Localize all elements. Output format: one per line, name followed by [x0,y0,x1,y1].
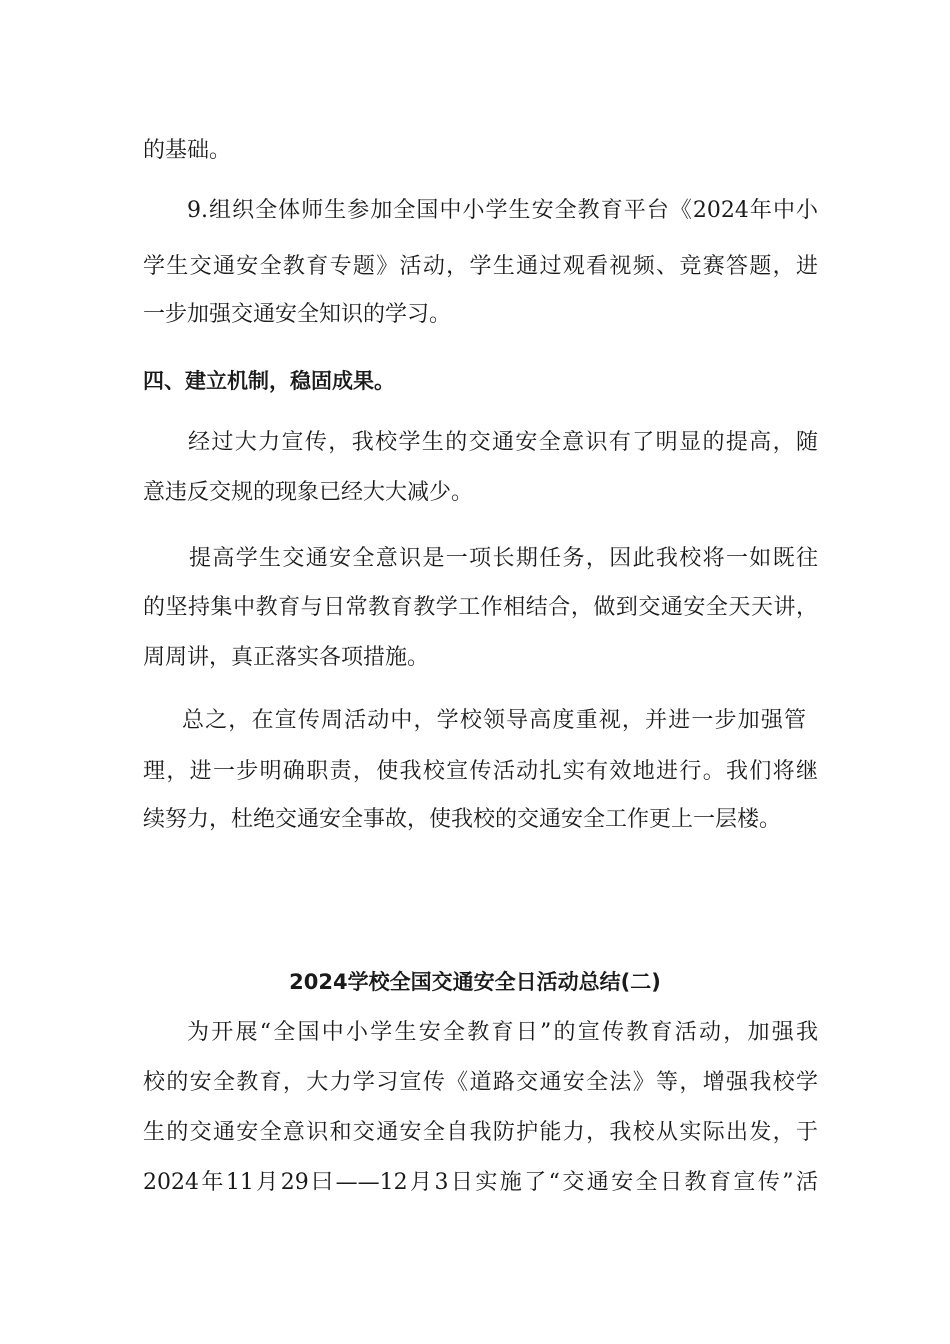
paragraph-line: 周周讲，真正落实各项措施。 [143,645,430,670]
paragraph-line: 9.组织全体师生参加全国中小学生安全教育平台《2024年中小 [187,198,818,223]
paragraph-line: 学生交通安全教育专题》活动，学生通过观看视频、竞赛答题，进 [143,254,818,279]
paragraph-line: 为开展“全国中小学生安全教育日”的宣传教育活动，加强我 [187,1020,818,1045]
paragraph-line: 的坚持集中教育与日常教育教学工作相结合，做到交通安全天天讲， [143,595,818,620]
paragraph-line: 生的交通安全意识和交通安全自我防护能力，我校从实际出发，于 [143,1120,818,1145]
paragraph-line: 2024年11月29曰——12月3日实施了“交通安全日教育宣传”活 [143,1170,818,1195]
paragraph-line: 校的安全教育，大力学习宣传《道路交通安全法》等，增强我校学 [143,1070,818,1095]
paragraph-line: 提高学生交通安全意识是一项长期任务，因此我校将一如既往 [189,546,818,571]
paragraph-line: 意违反交规的现象已经大大减少。 [143,480,474,505]
paragraph-line: 续努力，杜绝交通安全事故，使我校的交通安全工作更上一层楼。 [143,807,782,832]
document-title: 2024学校全国交通安全日活动总结(二) [289,970,661,994]
paragraph-line: 总之，在宣传周活动中，学校领导高度重视，并进一步加强管 [182,708,806,733]
paragraph-line: 经过大力宣传，我校学生的交通安全意识有了明显的提高，随 [188,430,818,455]
paragraph-line: 一步加强交通安全知识的学习。 [143,302,452,327]
section-heading: 四、建立机制，稳固成果。 [143,369,395,393]
paragraph-line: 的基础。 [143,138,232,163]
paragraph-line: 理，进一步明确职责，使我校宣传活动扎实有效地进行。我们将继 [143,759,818,784]
